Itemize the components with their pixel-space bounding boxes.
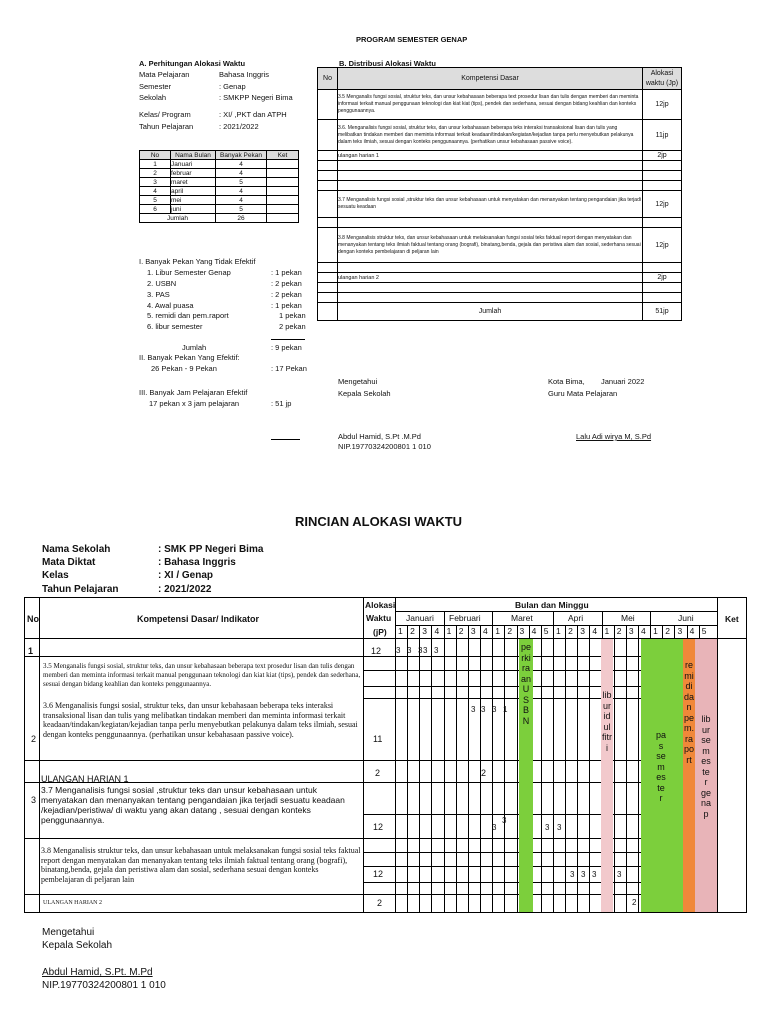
cell: 5 [216,178,267,187]
info-label: Tahun Pelajaran [42,584,119,595]
grid-line [363,598,364,912]
list-value: : 1 pekan [271,301,302,310]
table-row [318,151,682,161]
week-number: 2 [458,626,464,636]
list-item: 4. Awal puasa [147,301,194,310]
week-number: 2 [507,626,513,636]
sig-role: Guru Mata Pelajaran [548,389,618,398]
col-header-kd: Kompetensi Dasar/ Indikator [137,614,260,624]
cell [643,293,682,303]
section-b-title: B. Distribusi Alokasi Waktu [339,59,436,68]
grid-line [626,625,627,912]
grid-line [431,625,432,912]
week-mark: 3 [434,646,439,655]
cell [338,293,643,303]
week-number: 1 [555,626,561,636]
week-mark: 3 [407,646,412,655]
month-label: Maret [511,613,533,623]
kd-3-5: 3.5 Menganalis fungsi sosial, struktur teks, dan unsur kebahasaan beberapa text prosedur lisan dan tulis dengan memberi dan meminta informasi terkait manual penggunaan teknologi dan kiat kiat (tips), pendek dan sederhana, sesuai dengan bidang keahlian dan konteks penggunaannya. [43,662,361,688]
field-label: Semester [139,82,172,91]
grid-line [553,611,554,625]
row-jp: 12 [373,869,384,879]
field-value: : Genap [219,82,246,91]
week-mark: 3 [418,646,423,655]
grid-line [577,625,578,912]
pas-label: pas semester [656,730,667,803]
cell: ulangan harian 1 [338,151,643,161]
table-row [318,181,682,191]
info-value: : XI / Genap [158,570,214,581]
grid-line [407,625,408,912]
week-number: 4 [434,626,440,636]
grid-line [39,598,40,912]
row-jp: 2 [375,768,381,778]
grid-line [614,625,615,912]
cell [318,263,338,273]
table-row [318,293,682,303]
col-header: Banyak Pekan [216,151,267,160]
grid-line [717,598,718,912]
row-no: 3 [31,795,37,805]
cell: Jumlah [140,214,216,223]
month-label: Apri [568,613,584,623]
table-row [140,187,299,196]
col-header: No [140,151,171,160]
cell [643,181,682,191]
cell: 6 [140,205,171,214]
cell [338,161,643,171]
col-header-alokasi: (jP) [373,627,387,637]
table-row [318,161,682,171]
grid-line [650,611,651,625]
hours-value: : 51 jp [271,399,292,408]
table-row [318,228,682,263]
cell: 26 [216,214,267,223]
grid-line [25,656,363,657]
week-mark: 2 [481,768,487,778]
grid-line [602,611,603,625]
info-label: Kelas [42,570,69,581]
col-header-alokasi: Waktu [366,613,392,623]
sig-text: Mengetahui [42,927,95,938]
kd-3-7: 3.7 Menganalisis fungsi sosial ,struktur teks dan unsur kebahasaan untuk menyatakan dan menanyakan tentang pengandaian jika terjadi sesuatu keadaan /kejadian/peristiwa/ di waktu yang akan datang , sesuai dengan konteks penggunaannya. [41,785,345,825]
table-row [318,283,682,293]
sig-text: Kepala Sekolah [42,940,113,951]
table-row [318,191,682,218]
table-row [318,90,682,120]
cell: 51jp [643,303,682,321]
list-item: 3. PAS [147,290,170,299]
row-no: 1 [28,646,34,656]
hours-title: III. Banyak Jam Pelajaran Efektif [139,388,248,397]
info-value: : SMK PP Negeri Bima [158,544,264,555]
cell: 4 [140,187,171,196]
week-mark: 3 [396,646,401,655]
cell: Jumlah [338,303,643,321]
row-jp: 2 [377,898,383,908]
table-row [140,160,299,169]
grid-line [395,611,717,612]
cell: 4 [216,160,267,169]
uh2-label: ULANGAN HARIAN 2 [43,900,102,906]
week-number: 4 [483,626,488,636]
grid-line [25,894,363,895]
cell [318,90,338,120]
week-number: 1 [604,626,610,636]
cell: 11jp [643,120,682,151]
effective-title: II. Banyak Pekan Yang Efektif: [139,353,240,362]
idul-fitri-label: libur idul fitri [602,690,612,753]
week-mark: 1 [503,705,508,714]
table-row [318,273,682,283]
field-label: Kelas/ Program [139,110,191,119]
cell [318,191,338,218]
grid-line [492,625,493,912]
table-row [140,205,299,214]
field-value: : SMKPP Negeri Bima [219,93,293,102]
grid-line [589,625,590,912]
week-number: 2 [616,626,622,636]
week-number: 3 [519,626,525,636]
effective-calc: 26 Pekan - 9 Pekan [151,364,217,373]
list-value: 1 pekan [279,311,306,320]
row-no: 2 [31,734,37,744]
grid-line [553,625,554,912]
week-mark: 3 [570,870,575,879]
cell: februar [171,169,216,178]
week-number: 4 [592,626,598,636]
col-header-ket: Ket [725,614,739,624]
cell: mei [171,196,216,205]
week-number: 3 [470,626,476,636]
week-number: 2 [568,626,573,636]
info-label: Mata Diktat [42,557,96,568]
list-title: I. Banyak Pekan Yang Tidak Efektif [139,257,256,266]
info-value: : 2021/2022 [158,584,212,595]
cell: 1 [140,160,171,169]
cell: 12jp [643,191,682,218]
cell [338,218,643,228]
cell: 3.8 Menganalisis struktur teks, dan unsur kebahasaan untuk melaksanakan fungsi sosial teks faktual report dengan menyatakan dan menanyakan tentang teks ilmiah faktual tentang orang (bografi), binatang,benda, gejala dan peristiwa alam dan sosial, sederhana sesuai dengan konteks pembelajaran di peljaran lain [338,228,643,263]
cell [318,283,338,293]
section-a-title: A. Perhitungan Alokasi Waktu [139,59,246,68]
cell: Januari [171,160,216,169]
week-number: 1 [446,626,452,636]
week-number: 3 [677,626,683,636]
sig-date: Januari 2022 [601,377,645,386]
week-number: 3 [580,626,585,636]
cell: 3.6. Menganalisis fungsi sosial, struktur teks, dan unsur kebahasaan beberapa teks interaksi transaksional lisan dan tulis yang melibatkan tindakan memberi dan meminta informasi terkait keadaan/tindakan/kegiatan/kejadian tanpa perlu menyebutkan pelakunya dalam teks ilmiah, sesuai dengan konteks penggunaannya. (perhatikan unsur kebahasaan passive voice). [338,120,643,151]
week-number: 4 [641,626,646,636]
table-row [140,196,299,205]
kd-3-8: 3.8 Menganalisis struktur teks, dan unsur kebahasaan untuk melaksanakan fungsi sosial teks faktual report dengan menyatakan dan menanyakan tentang teks ilmiah faktual tentang orang (bografi), binatang,benda, gejala dan peristiwa alam dan sosial, sederhana sesuai dengan konteks pembelajaran di peljaran lain [41,846,361,884]
effective-value: : 17 Pekan [271,364,307,373]
cell [338,171,643,181]
sig-nip: NIP.19770324200801 1 010 [338,442,431,451]
grid-line [25,838,363,839]
cell [318,273,338,283]
cell [318,303,338,321]
cell [318,228,338,263]
cell: 3.5 Menganalis fungsi sosial, struktur teks, dan unsur kebahasaan beberapa text prosedur lisan dan tulis dengan memberi dan meminta informasi terkait manual penggunaan teknologi dan kiat kiat (tips), pendek dan sederhana, sesuai dengan bidang keahlian dan konteks penggunaannya. [338,90,643,120]
cell [318,293,338,303]
cell: 2jp [643,273,682,283]
week-number: 5 [701,626,707,636]
sig-name: Lalu Adi wirya M, S.Pd [576,432,652,441]
week-mark: 3 [502,816,507,825]
field-label: Mata Pelajaran [139,70,190,79]
grid-line [444,625,445,912]
total-value: : 9 pekan [271,343,302,352]
week-mark: 3 [617,870,622,879]
cell [643,263,682,273]
hours-calc: 17 pekan x 3 jam pelajaran [149,399,240,408]
col-header-months: Bulan dan Minggu [515,600,589,610]
grid-line [492,611,493,625]
rincian-title: RINCIAN ALOKASI WAKTU [295,514,463,529]
cell: 4 [216,169,267,178]
table-row-total [140,214,299,223]
week-table [139,150,299,223]
table-row [318,171,682,181]
list-value: : 2 pekan [271,279,302,288]
kd-3-6: 3.6 Menganalisis fungsi sosial, struktur teks, dan unsur kebahasaan beberapa teks interaksi transaksional lisan dan tulis yang melibatkan tindakan memberi dan meminta informasi terkait keadaan/tindakan/kegiatan/kejadian tanpa perlu menyebutkan pelakunya dalam teks ilmiah, sesuai dengan konteks penggunaannya. (perhatikan unsur kebahasaan passive voice). [43,701,358,739]
cell: 4 [216,196,267,205]
cell: 2 [140,169,171,178]
grid-line [25,638,746,639]
col-header: No [318,68,338,90]
info-value: : Bahasa Inggris [158,557,236,568]
grid-line [444,611,445,625]
list-item: 6. libur semester [147,322,203,331]
cell [318,161,338,171]
field-value: Bahasa Inggris [219,70,270,79]
table-row [318,263,682,273]
cell: maret [171,178,216,187]
cell [338,263,643,273]
week-number: 3 [628,626,634,636]
cell [318,171,338,181]
cell [267,205,299,214]
cell [318,120,338,151]
sum-line [271,339,305,340]
grid-line [25,760,363,761]
cell: 2jp [643,151,682,161]
month-label: Juni [678,613,694,623]
cell [643,171,682,181]
cell [643,283,682,293]
uh1-label: ULANGAN HARIAN 1 [41,774,129,784]
sig-text: Kepala Sekolah [338,389,391,398]
grid-line [503,625,508,912]
table-row [318,120,682,151]
row-jp: 12 [371,646,382,656]
field-value: : XI/ ,PKT dan ATPH [219,110,287,119]
table-row [318,218,682,228]
week-number: 5 [543,626,549,636]
week-mark: 3 [592,870,597,879]
list-value: : 1 pekan [271,268,302,277]
month-label: Mei [621,613,635,623]
sum-line [271,439,300,440]
remidi-label: remidi dan pem.raport [684,660,695,765]
cell: juni [171,205,216,214]
row-jp: 11 [373,734,383,744]
grid-line [517,625,518,912]
list-item: 5. remidi dan pem.raport [147,311,229,320]
cell [267,160,299,169]
row-jp: 12 [373,822,384,832]
cell: 3 [140,178,171,187]
cell: ulangan harian 2 [338,273,643,283]
week-mark: 3 [557,823,562,832]
cell [338,283,643,293]
usbn-label: perkiraan USBN [521,642,532,726]
col-header-alokasi: Alokasi [365,600,396,610]
cell: 3.7 Menganalisis fungsi sosial ,struktur teks dan unsur kebahasaan untuk menyatakan dan menanyakan tentang pengandaian jika terjadi sesuatu keadaan [338,191,643,218]
cell: 5 [216,205,267,214]
week-number: 1 [398,626,403,636]
cell: april [171,187,216,196]
cell [643,161,682,171]
list-item: 1. Libur Semester Genap [147,268,231,277]
week-number: 2 [410,626,415,636]
week-mark: 3 [545,823,550,832]
cell [267,214,299,223]
grid-line [395,625,717,626]
week-mark: 3 [581,870,586,879]
table-row [140,169,299,178]
month-label: Februari [449,613,481,623]
grid-line [418,625,423,912]
grid-line [468,625,469,912]
sig-city: Kota Bima, [548,377,585,386]
cell [267,196,299,205]
col-header-no: No [27,614,39,624]
grid-line [565,625,566,912]
week-mark: 3 [471,705,476,714]
idul-fitri-column [601,639,613,912]
cell [267,187,299,196]
total-label: Jumlah [182,343,207,352]
grid-line [541,625,542,912]
week-mark: 3 [492,705,497,714]
field-label: Sekolah [139,93,167,102]
cell [318,151,338,161]
rincian-table [24,597,747,913]
list-value: : 2 pekan [271,290,302,299]
week-mark: 3 [492,823,497,832]
week-number: 4 [689,626,695,636]
sig-name: Abdul Hamid, S.Pt. M.Pd [42,967,153,978]
table-row [140,178,299,187]
col-header: Ket [267,151,299,160]
list-item: 2. USBN [147,279,177,288]
list-value: 2 pekan [279,322,306,331]
sig-name: Abdul Hamid, S.Pt .M.Pd [338,432,421,441]
week-number: 1 [653,626,658,636]
info-label: Nama Sekolah [42,544,111,555]
grid-line [456,625,457,912]
col-header: Nama Bulan [171,151,216,160]
week-mark: 3 [423,646,428,655]
field-label: Tahun Pelajaran [139,122,194,131]
cell [267,169,299,178]
month-label: Januari [406,613,434,623]
col-header: Kompetensi Dasar [338,68,643,90]
week-number: 4 [531,626,537,636]
sig-nip: NIP.19770324200801 1 010 [42,980,166,991]
cell [267,178,299,187]
cell: 12jp [643,90,682,120]
col-header: Alokasi waktu (Jp) [643,68,682,90]
cell [643,218,682,228]
cell: 5 [140,196,171,205]
cell [318,218,338,228]
table-row-total [318,303,682,321]
cell [318,181,338,191]
week-number: 1 [495,626,500,636]
week-mark: 3 [481,705,486,714]
field-value: : 2021/2022 [219,122,259,131]
sig-text: Mengetahui [338,377,378,386]
cell: 4 [216,187,267,196]
cell: 12jp [643,228,682,263]
libur-label: libur semester genap [701,714,712,819]
week-number: 2 [665,626,671,636]
week-number: 3 [422,626,428,636]
distribution-table [317,67,682,321]
page-title: PROGRAM SEMESTER GENAP [356,35,468,44]
cell [338,181,643,191]
grid-line [638,625,639,912]
week-mark: 2 [632,898,637,907]
